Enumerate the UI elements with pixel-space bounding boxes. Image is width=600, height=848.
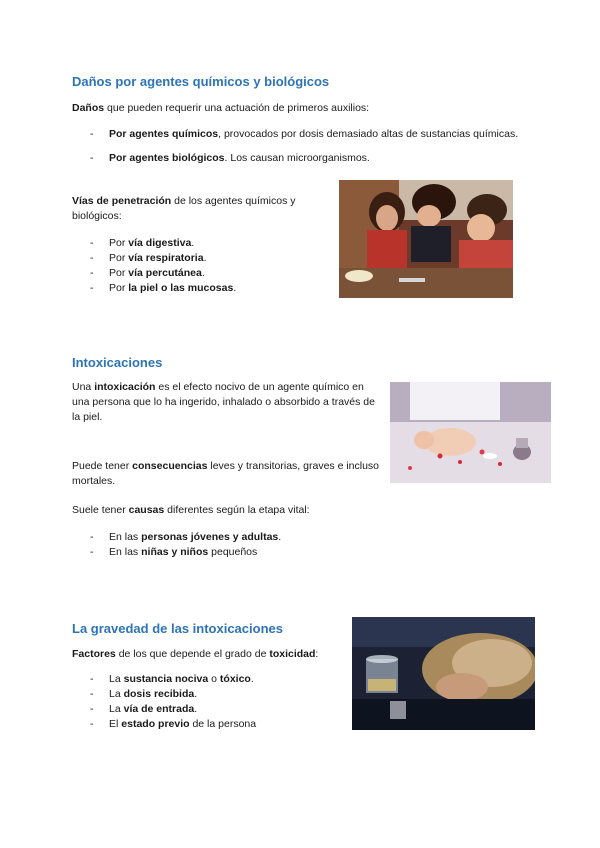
intro-vias: Vías de penetración de los agentes químicos y biológicos: <box>72 195 296 222</box>
heading-danos: Daños por agentes químicos y biológicos <box>72 74 330 89</box>
list-item: - La sustancia nociva o tóxico. <box>90 672 256 687</box>
list-vias <box>90 236 236 296</box>
photo-man-drinking <box>352 617 535 730</box>
paragraph-consecuencias: Puede tener consecuencias leves y transitorias, graves e incluso mortales. <box>72 460 380 487</box>
paragraph-causas: Suele tener causas diferentes según la etapa vital: <box>72 504 310 516</box>
heading-intoxicaciones: Intoxicaciones <box>72 355 163 370</box>
list-causas <box>90 530 281 560</box>
photo-child-pills <box>390 382 551 483</box>
list-item: - Por vía percutánea. <box>90 266 236 281</box>
list-item: - En las personas jóvenes y adultas. <box>90 530 281 545</box>
photo-young-people-drugs <box>339 180 513 298</box>
paragraph-intoxicacion: Una intoxicación es el efecto nocivo de un agente químico en una persona que lo ha ingerido, inhalado o absorbido a través de la piel. <box>72 381 375 423</box>
list-item: - En las niñas y niños pequeños <box>90 545 281 560</box>
list-item: - Por la piel o las mucosas. <box>90 281 236 296</box>
list-item: - El estado previo de la persona <box>90 717 256 732</box>
list-item: - Por agentes químicos, provocados por dosis demasiado altas de sustancias químicas. <box>90 127 518 142</box>
list-factores <box>90 672 256 732</box>
heading-gravedad: La gravedad de las intoxicaciones <box>72 621 283 636</box>
list-item: - Por vía digestiva. <box>90 236 236 251</box>
list-item: - Por agentes biológicos. Los causan microorganismos. <box>90 151 518 166</box>
list-item: - La dosis recibida. <box>90 687 256 702</box>
list-agentes <box>90 127 518 175</box>
list-item: - Por vía respiratoria. <box>90 251 236 266</box>
list-item: - La vía de entrada. <box>90 702 256 717</box>
intro-factores: Factores de los que depende el grado de toxicidad: <box>72 648 319 660</box>
intro-danos: Daños que pueden requerir una actuación de primeros auxilios: <box>72 102 370 114</box>
